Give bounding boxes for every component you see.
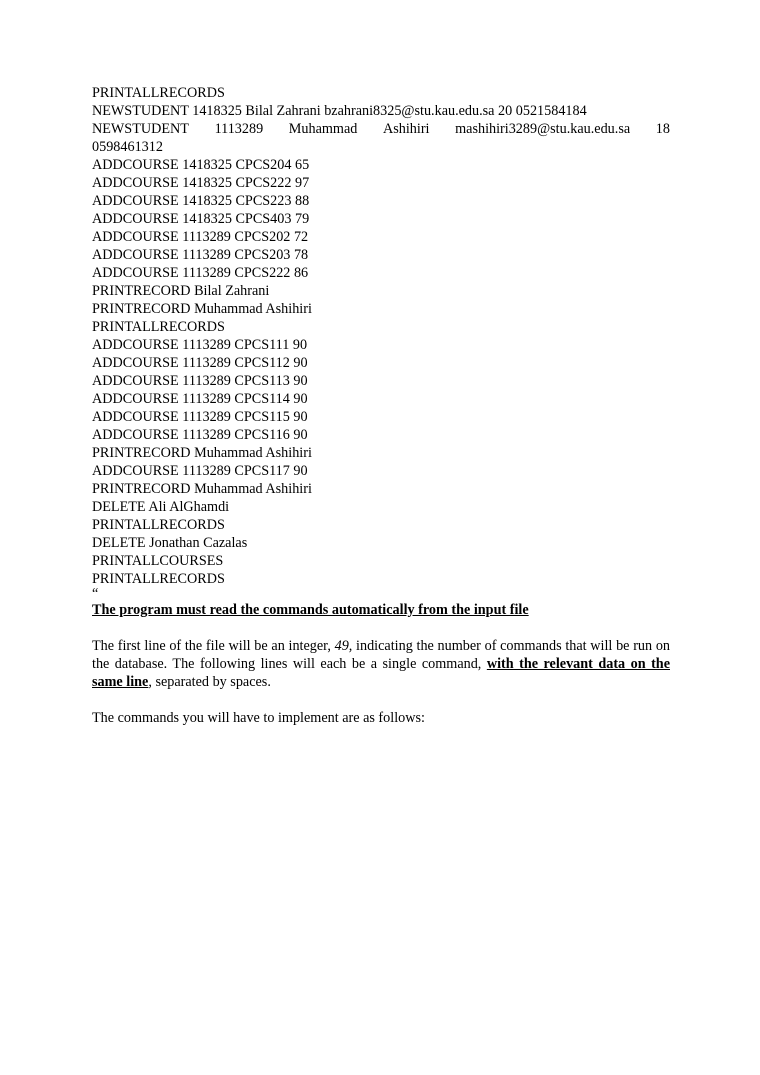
paragraph-text: indicating the number of commands that will be run on the database. The following lines will each be a single command, bbox=[92, 638, 671, 672]
command-line: ADDCOURSE 1113289 CPCS114 90 bbox=[92, 391, 308, 407]
command-line: ADDCOURSE 1113289 CPCS117 90 bbox=[92, 463, 308, 479]
paragraph-commands-count bbox=[92, 637, 670, 691]
command-line: ADDCOURSE 1113289 CPCS222 86 bbox=[92, 265, 309, 281]
closing-quote: “ bbox=[92, 586, 99, 602]
command-line: ADDCOURSE 1418325 CPCS222 97 bbox=[92, 175, 310, 191]
command-count: 49, bbox=[334, 638, 353, 654]
command-line: PRINTRECORD Muhammad Ashihiri bbox=[92, 445, 312, 461]
command-line: ADDCOURSE 1113289 CPCS113 90 bbox=[92, 373, 308, 389]
command-line: NEWSTUDENT 1418325 Bilal Zahrani bzahrani8325@stu.kau.edu.sa 20 0521584184 bbox=[92, 103, 587, 119]
command-line: PRINTRECORD Muhammad Ashihiri bbox=[92, 481, 312, 497]
command-line: PRINTRECORD Muhammad Ashihiri bbox=[92, 301, 312, 317]
command-line: DELETE Ali AlGhamdi bbox=[92, 499, 230, 515]
command-line: ADDCOURSE 1113289 CPCS115 90 bbox=[92, 409, 308, 425]
emphasis-text: with the relevant data on the same line bbox=[92, 656, 670, 690]
command-line: PRINTRECORD Bilal Zahrani bbox=[92, 283, 270, 299]
command-line: DELETE Jonathan Cazalas bbox=[92, 535, 248, 551]
command-line: PRINTALLRECORDS bbox=[92, 571, 225, 587]
command-line: PRINTALLRECORDS bbox=[92, 85, 225, 101]
command-word: 18 bbox=[655, 121, 670, 137]
command-line: ADDCOURSE 1113289 CPCS203 78 bbox=[92, 247, 309, 263]
command-word: 1113289 bbox=[214, 121, 264, 137]
command-line: ADDCOURSE 1113289 CPCS111 90 bbox=[92, 337, 308, 353]
section-heading: The program must read the commands automatically from the input file bbox=[92, 602, 529, 618]
command-list-rest bbox=[92, 156, 670, 588]
command-word: Muhammad bbox=[288, 121, 358, 137]
command-line: PRINTALLRECORDS bbox=[92, 517, 225, 533]
command-line: ADDCOURSE 1113289 CPCS116 90 bbox=[92, 427, 308, 443]
command-word: mashihiri3289@stu.kau.edu.sa bbox=[455, 121, 631, 137]
command-line: ADDCOURSE 1113289 CPCS202 72 bbox=[92, 229, 309, 245]
command-line-continuation: 0598461312 bbox=[92, 139, 163, 155]
paragraph-text: The first line of the file will be an integer, bbox=[92, 638, 335, 654]
command-line: PRINTALLCOURSES bbox=[92, 553, 224, 569]
command-line: ADDCOURSE 1418325 CPCS223 88 bbox=[92, 193, 310, 209]
paragraph-text: , separated by spaces. bbox=[148, 674, 271, 690]
document-page bbox=[92, 84, 670, 727]
command-list bbox=[92, 84, 670, 601]
command-line-wrapped bbox=[92, 120, 670, 138]
command-word: NEWSTUDENT bbox=[92, 121, 189, 137]
command-line: ADDCOURSE 1113289 CPCS112 90 bbox=[92, 355, 308, 371]
spacer bbox=[92, 619, 670, 637]
command-line: ADDCOURSE 1418325 CPCS403 79 bbox=[92, 211, 310, 227]
command-line: PRINTALLRECORDS bbox=[92, 319, 225, 335]
spacer bbox=[92, 691, 670, 709]
paragraph-intro-commands: The commands you will have to implement are as follows: bbox=[92, 710, 425, 726]
command-line: ADDCOURSE 1418325 CPCS204 65 bbox=[92, 157, 310, 173]
command-word: Ashihiri bbox=[382, 121, 430, 137]
